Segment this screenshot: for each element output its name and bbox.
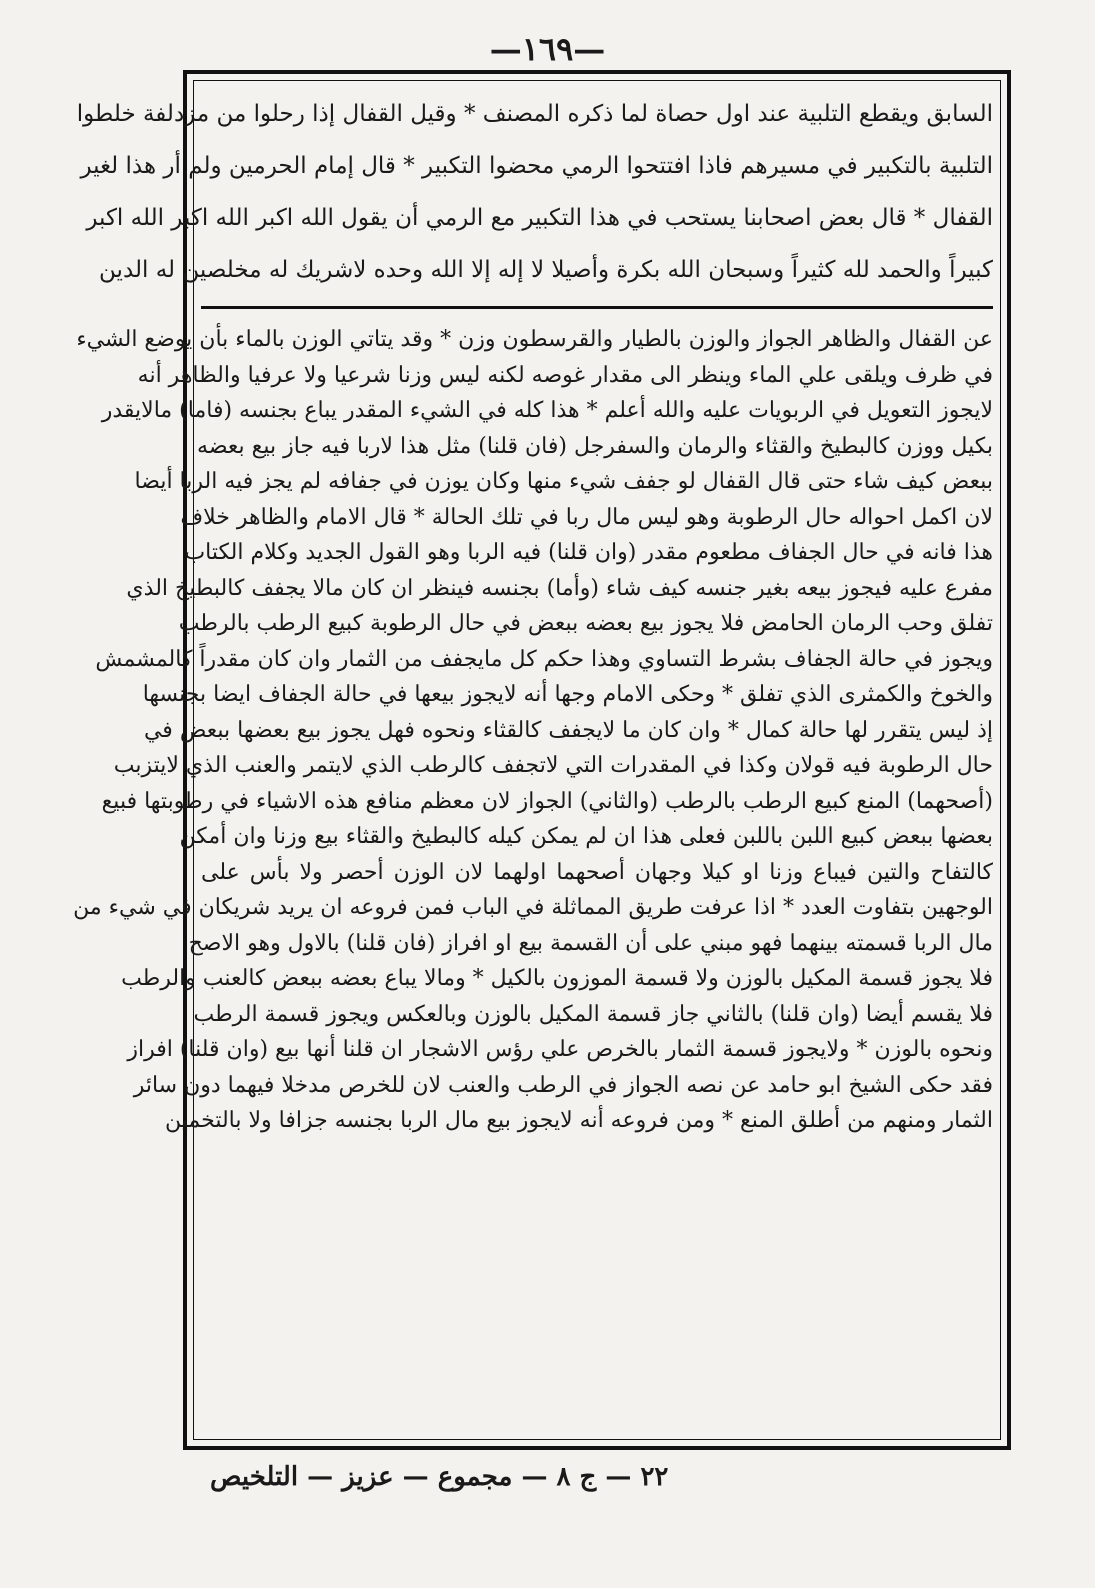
lower-line: تفلق وحب الرمان الحامض فلا يجوز بيع بعضه ببعض في حال الرطوبة كبيع الرطب بالرطب [178, 611, 993, 636]
lower-line: عن القفال والظاهر الجواز والوزن بالطيار والقرسطون وزن * وقد يتاتي الوزن بالماء بأن يوضع الشيء [76, 327, 993, 352]
lower-line: بعضها ببعض كبيع اللبن باللبن فعلى هذا ان لم يمكن كيله كالبطيخ والقثاء بيع وزنا وان أمكن [179, 824, 993, 849]
lower-line: لايجوز التعويل في الربويات عليه والله أعلم * هذا كله في الشيء المقدر يباع بجنسه (فاما) مالايقدر [101, 398, 993, 423]
lower-line: هذا فانه في حال الجفاف مطعوم مقدر (وان قلنا) فيه الربا وهو القول الجديد وكلام الكتاب [184, 540, 993, 565]
page-footer: ٢٢ — ج ٨ — مجموع — عزيز — التلخيص [210, 1462, 669, 1492]
upper-text-section [76, 88, 993, 298]
lower-line: كالتفاح والتين فيباع وزنا او كيلا وجهان أصحهما اولهما لان الوزن أحصر ولا بأس على [201, 859, 993, 885]
lower-line: مفرع عليه فيجوز بيعه بغير جنسه كيف شاء (وأما) بجنسه فينظر ان كان مالا يجفف كالبطيخ الذي [126, 575, 993, 601]
upper-line: السابق ويقطع التلبية عند اول حصاة لما ذكره المصنف * وقيل القفال إذا رحلوا من مزدلفة خلطوا [76, 101, 993, 127]
lower-line: الوجهين بتفاوت العدد * اذا عرفت طريق المماثلة في الباب فمن فروعه ان يريد شريكان في شيء من [73, 895, 993, 920]
page-number: —١٦٩— [489, 30, 606, 68]
lower-line: فقد حكى الشيخ ابو حامد عن نصه الجواز في الرطب والعنب لان للخرص مدخلا فيهما دون سائر [133, 1072, 993, 1098]
lower-line: حال الرطوبة فيه قولان وكذا في المقدرات التي لاتجفف كالرطب الذي لايتمر والعنب الذي لايتزبب [113, 753, 993, 778]
lower-line: ويجوز في حالة الجفاف بشرط التساوي وهذا حكم كل مايجفف من الثمار وان كان مقدراً كالمشمش [95, 646, 993, 672]
lower-line: والخوخ والكمثرى الذي تفلق * وحكى الامام وجها أنه لايجوز بيعها في حالة الجفاف ايضا بجنسها [142, 682, 993, 707]
section-divider [201, 306, 993, 309]
text-frame [73, 70, 1011, 1450]
lower-text-section [73, 322, 993, 1436]
lower-line: إذ ليس يتقرر لها حالة كمال * وان كان ما لايجفف كالقثاء ونحوه فهل يجوز بيع بعضها ببعض في [143, 717, 993, 743]
lower-line: في ظرف ويلقى علي الماء وينظر الى مقدار غوصه لكنه ليس وزنا شرعيا ولا عرفيا والظاهر أنه [137, 362, 993, 388]
lower-line: فلا يقسم أيضا (وان قلنا) بالثاني جاز قسمة المكيل بالوزن وبالعكس ويجوز قسمة الرطب [193, 1001, 993, 1027]
lower-line: ببعض كيف شاء حتى قال القفال لو جفف شيء منها وكان يوزن في جفافه لم يجز فيه الربا أيضا [134, 469, 993, 494]
lower-line: الثمار ومنهم من أطلق المنع * ومن فروعه أنه لايجوز بيع مال الربا بجنسه جزافا ولا بالتخمين [165, 1108, 993, 1133]
lower-line: بكيل ووزن كالبطيخ والقثاء والرمان والسفرجل (فان قلنا) مثل هذا لاربا فيه جاز بيع بعضه [197, 433, 993, 459]
lower-line: فلا يجوز قسمة المكيل بالوزن ولا قسمة الموزون بالكيل * ومالا يباع بعضه ببعض كالعنب والرطب [121, 966, 993, 991]
lower-line: (أصحهما) المنع كبيع الرطب بالرطب (والثاني) الجواز لان معظم منافع هذه الاشياء في رطوبتها فبيع [101, 788, 993, 814]
upper-line: القفال * قال بعض اصحابنا يستحب في هذا التكبير مع الرمي أن يقول الله اكبر الله اكبر الله اكبر [86, 205, 993, 231]
upper-line: كبيراً والحمد لله كثيراً وسبحان الله بكرة وأصيلا لا إله إلا الله وحده لاشريك له مخلصين له الدين [99, 257, 993, 283]
lower-line: مال الربا قسمته بينهما فهو مبني على أن القسمة بيع او افراز (فان قلنا) بالاول وهو الاصح [188, 930, 993, 956]
lower-line: ونحوه بالوزن * ولايجوز قسمة الثمار بالخرص علي رؤس الاشجار ان قلنا أنها بيع (وان قلنا) افراز [127, 1037, 993, 1062]
lower-line: لان اكمل احواله حال الرطوبة وهو ليس مال ربا في تلك الحالة * قال الامام والظاهر خلاف [180, 504, 993, 530]
upper-line: التلبية بالتكبير في مسيرهم فاذا افتتحوا الرمي محضوا التكبير * قال إمام الحرمين ولم أر هذا لغير [80, 153, 993, 179]
